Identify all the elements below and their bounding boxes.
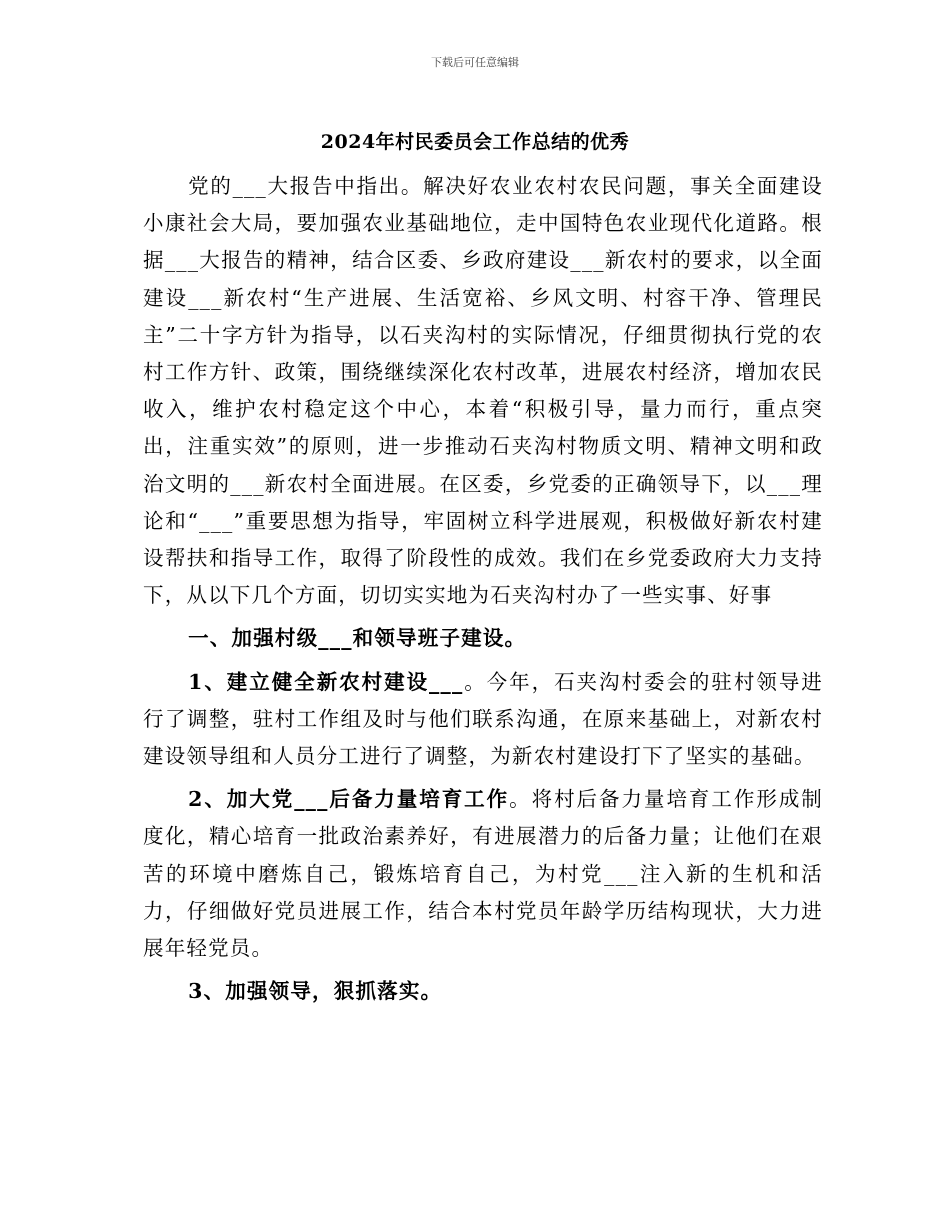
document-body <box>143 168 823 1010</box>
intro-paragraph: 党的___大报告中指出。解决好农业农村农民问题，事关全面建设小康社会大局，要加强农业基础地位，走中国特色农业现代化道路。根据___大报告的精神，结合区委、乡政府建设___新农村的要求，以全面建设___新农村“生产进展、生活宽裕、乡风文明、村容干净、管理民主”二十字方针为指导，以石夹沟村的实际情况，仔细贯彻执行党的农村工作方针、政策，围绕继续深化农村改革，进展农村经济，增加农民收入，维护农村稳定这个中心，本着“积极引导，量力而行，重点突出，注重实效”的原则，进一步推动石夹沟村物质文明、精神文明和政治文明的___新农村全面进展。在区委，乡党委的正确领导下，以___理论和“___”重要思想为指导，牢固树立科学进展观，积极做好新农村建设帮扶和指导工作，取得了阶段性的成效。我们在乡党委政府大力支持下，从以下几个方面，切切实实地为石夹沟村办了一些实事、好事 <box>143 174 823 608</box>
header-note: 下载后可任意编辑 <box>431 56 519 69</box>
item-1-paragraph <box>143 664 823 776</box>
section-1-heading: 一、加强村级___和领导班子建设。 <box>188 626 527 651</box>
item-2-lead: 2、加大党___后备力量培育工作 <box>188 787 510 812</box>
item-1-text: 。今年，石夹沟村委会的驻村领导进行了调整，驻村工作组及时与他们联系沟通，在原来基础上，对新农村建设领导组和人员分工进行了调整，为新农村建设打下了坚实的基础。 <box>143 669 823 769</box>
item-3-heading: 3、加强领导，狠抓落实。 <box>188 979 443 1004</box>
document-title: 2024年村民委员会工作总结的优秀 <box>320 131 630 153</box>
item-2-paragraph <box>143 781 823 967</box>
item-2-text: 。将村后备力量培育工作形成制度化，精心培育一批政治素养好，有进展潜力的后备力量；让他们在艰苦的环境中磨炼自己，锻炼培育自己，为村党___注入新的生机和活力，仔细做好党员进展工作，结合本村党员年龄学历结构现状，大力进展年轻党员。 <box>143 787 823 961</box>
item-1-lead: 1、建立健全新农村建设___ <box>188 669 464 694</box>
